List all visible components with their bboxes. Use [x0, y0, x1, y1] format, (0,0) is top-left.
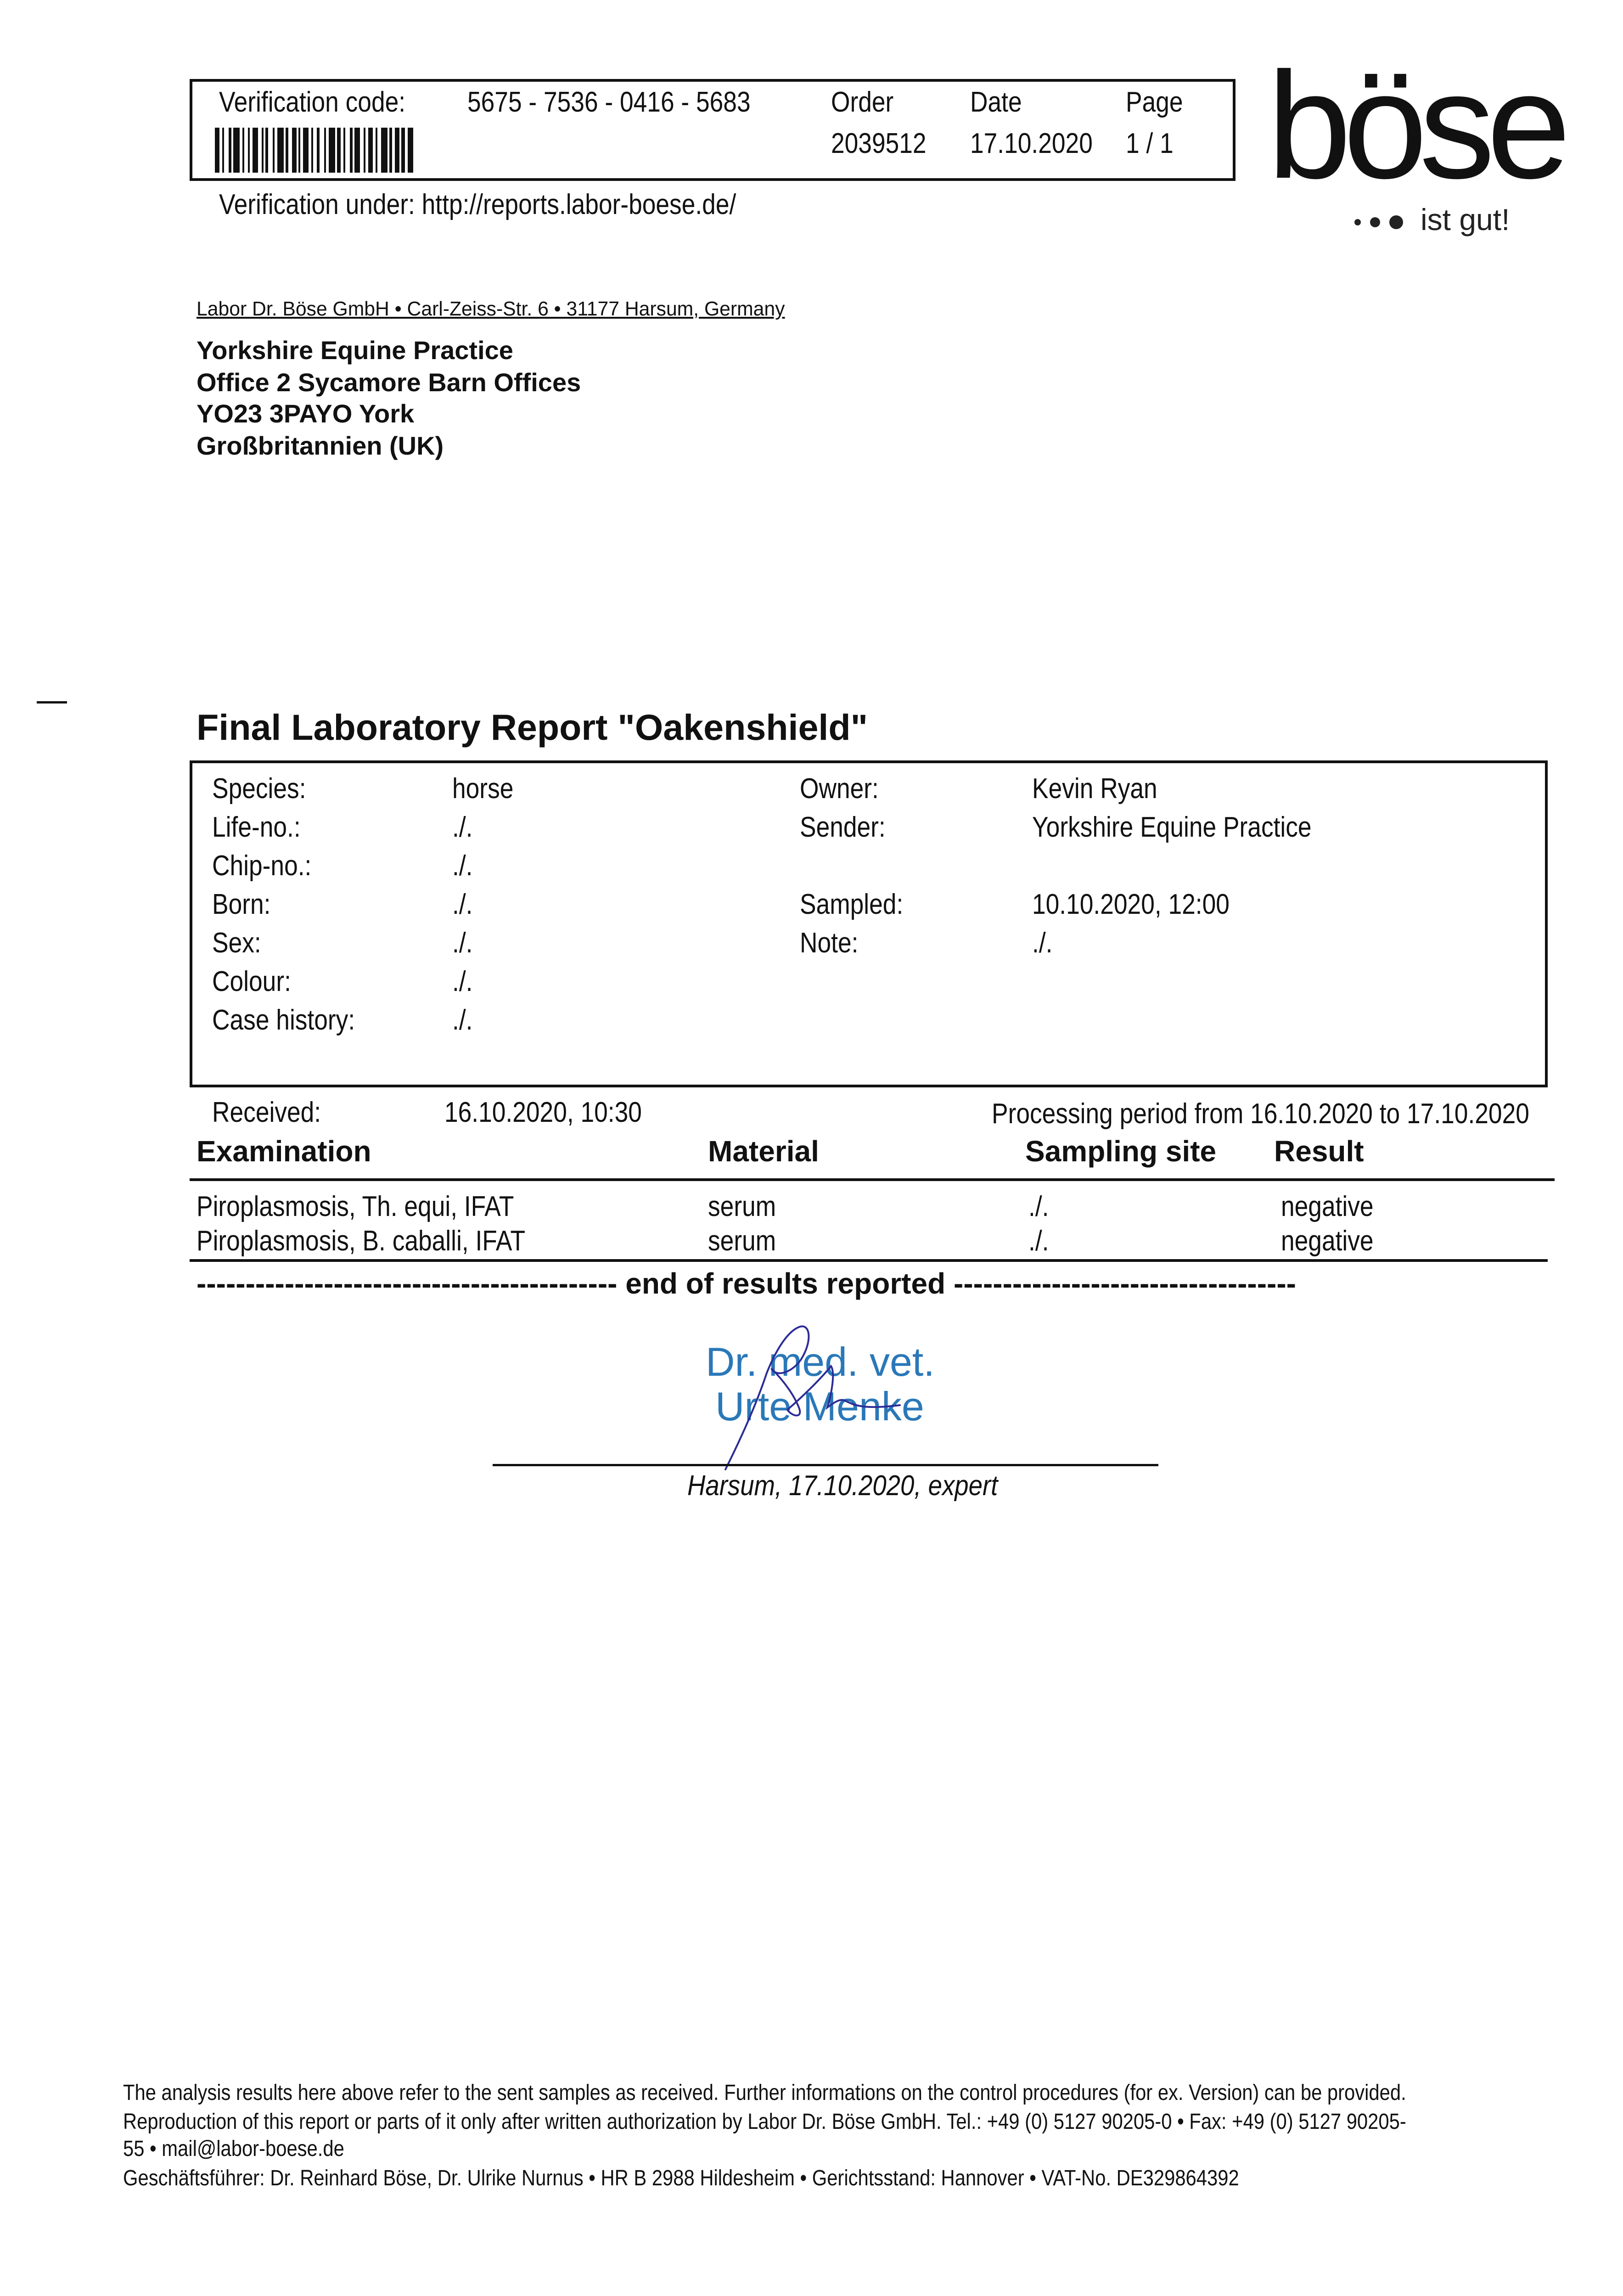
- born-value: ./.: [452, 889, 473, 920]
- footer-line-1: The analysis results here above refer to the sent samples as received. Further informations on the control procedures (for ex. Version) can be provided.: [123, 2081, 1406, 2105]
- barcode-bar: [248, 128, 250, 173]
- barcode-bar: [311, 128, 313, 173]
- barcode-bar: [242, 128, 244, 173]
- barcode-bar: [253, 128, 258, 173]
- barcode-bar: [401, 128, 405, 173]
- barcode-bar: [286, 128, 288, 173]
- page-number: 1 / 1: [1126, 128, 1174, 159]
- recipient-line-2: Office 2 Sycamore Barn Offices: [197, 368, 581, 397]
- life-no-value: ./.: [452, 811, 473, 843]
- barcode-bar: [303, 128, 309, 173]
- barcode-bar: [317, 128, 320, 173]
- signature-place-date: Harsum, 17.10.2020, expert: [687, 1470, 998, 1502]
- footer-line-4: Geschäftsführer: Dr. Reinhard Böse, Dr. Ulrike Nurnus • HR B 2988 Hildesheim • Gerichtsstand: Hannover • VAT-No. DE329864392: [123, 2166, 1239, 2190]
- barcode-bar: [215, 128, 219, 173]
- order-label: Order: [831, 86, 894, 118]
- barcode-bar: [368, 128, 373, 173]
- barcode-bar: [337, 128, 341, 173]
- handwritten-signature: [707, 1322, 909, 1479]
- barcode-bar: [364, 128, 365, 173]
- barcode-bar: [292, 128, 297, 173]
- table-bottom-rule: [190, 1259, 1548, 1262]
- dot-small-icon: [1354, 219, 1361, 225]
- recipient-line-3: YO23 3PAYO York: [197, 399, 415, 428]
- col-header-result: Result: [1274, 1135, 1364, 1168]
- chip-no-label: Chip-no.:: [212, 850, 312, 882]
- col-header-sampling-site: Sampling site: [1025, 1135, 1217, 1168]
- sex-label: Sex:: [212, 927, 261, 959]
- sex-value: ./.: [452, 927, 473, 959]
- result-cell: negative: [1281, 1191, 1374, 1222]
- barcode-bar: [354, 128, 360, 173]
- verification-label: Verification code:: [219, 86, 406, 118]
- col-header-examination: Examination: [197, 1135, 371, 1168]
- sampled-value: 10.10.2020, 12:00: [1032, 889, 1230, 920]
- processing-period: Processing period from 16.10.2020 to 17.10.2020: [992, 1098, 1529, 1130]
- verification-url: Verification under: http://reports.labor-boese.de/: [219, 189, 736, 220]
- material-cell: serum: [708, 1191, 776, 1222]
- species-value: horse: [452, 773, 514, 805]
- case-history-label: Case history:: [212, 1004, 355, 1036]
- exam-cell: Piroplasmosis, B. caballi, IFAT: [197, 1225, 526, 1257]
- note-value: ./.: [1032, 927, 1053, 959]
- sender-address-line: Labor Dr. Böse GmbH • Carl-Zeiss-Str. 6 • 31177 Harsum, Germany: [197, 298, 785, 320]
- patient-info-box: [190, 760, 1548, 1087]
- barcode-bar: [273, 128, 275, 173]
- footer-line-2: Reproduction of this report or parts of it only after written authorization by Labor Dr. Böse GmbH. Tel.: +49 (0) 5127 90205-0 • Fax: +49 (0) 5127 90205-: [123, 2110, 1406, 2134]
- barcode: [215, 128, 552, 173]
- table-header-rule: [190, 1178, 1555, 1181]
- signature-rule: [493, 1464, 1158, 1466]
- note-label: Note:: [800, 927, 859, 959]
- verification-code: 5675 - 7536 - 0416 - 5683: [467, 86, 751, 118]
- col-header-material: Material: [708, 1135, 819, 1168]
- barcode-bar: [298, 128, 300, 173]
- received-label: Received:: [212, 1097, 321, 1128]
- dot-medium-icon: [1370, 217, 1380, 227]
- born-label: Born:: [212, 889, 271, 920]
- fold-mark: [37, 701, 67, 703]
- order-number: 2039512: [831, 128, 927, 159]
- colour-label: Colour:: [212, 966, 291, 997]
- material-cell: serum: [708, 1225, 776, 1257]
- chip-no-value: ./.: [452, 850, 473, 882]
- boese-logo: böse: [1267, 40, 1563, 210]
- barcode-bar: [395, 128, 399, 173]
- exam-cell: Piroplasmosis, Th. equi, IFAT: [197, 1191, 514, 1222]
- life-no-label: Life-no.:: [212, 811, 301, 843]
- barcode-bar: [233, 128, 240, 173]
- barcode-bar: [222, 128, 224, 173]
- end-of-results: ------------------------------------------- end of results reported -----------------------------------: [197, 1267, 1296, 1300]
- dot-large-icon: [1389, 215, 1403, 229]
- barcode-bar: [262, 128, 264, 173]
- colour-value: ./.: [452, 966, 473, 997]
- footer-line-3: 55 • mail@labor-boese.de: [123, 2137, 344, 2161]
- report-date: 17.10.2020: [970, 128, 1093, 159]
- signature-name: Urte Menke: [715, 1384, 924, 1429]
- barcode-bar: [389, 128, 392, 173]
- logo-tagline-row: [1354, 202, 1510, 237]
- signature-title: Dr. med. vet.: [706, 1339, 935, 1384]
- site-cell: ./.: [1028, 1225, 1049, 1257]
- sampled-label: Sampled:: [800, 889, 904, 920]
- barcode-bar: [350, 128, 353, 173]
- page-label: Page: [1126, 86, 1183, 118]
- recipient-line-1: Yorkshire Equine Practice: [197, 336, 513, 365]
- result-cell: negative: [1281, 1225, 1374, 1257]
- received-value: 16.10.2020, 10:30: [444, 1097, 642, 1128]
- barcode-bar: [324, 128, 326, 173]
- owner-label: Owner:: [800, 773, 879, 805]
- species-label: Species:: [212, 773, 306, 805]
- sender-label: Sender:: [800, 811, 886, 843]
- report-title: Final Laboratory Report "Oakenshield": [197, 707, 868, 748]
- owner-value: Kevin Ryan: [1032, 773, 1157, 805]
- barcode-bar: [329, 128, 335, 173]
- date-label: Date: [970, 86, 1022, 118]
- logo-tagline: ist gut!: [1421, 203, 1510, 236]
- barcode-bar: [229, 128, 231, 173]
- barcode-bar: [277, 128, 284, 173]
- barcode-bar: [408, 128, 413, 173]
- sender-value: Yorkshire Equine Practice: [1032, 811, 1312, 843]
- case-history-value: ./.: [452, 1004, 473, 1036]
- barcode-bar: [381, 128, 387, 173]
- barcode-bar: [343, 128, 345, 173]
- barcode-bar: [265, 128, 268, 173]
- barcode-bar: [376, 128, 377, 173]
- site-cell: ./.: [1028, 1191, 1049, 1222]
- recipient-line-4: Großbritannien (UK): [197, 431, 444, 460]
